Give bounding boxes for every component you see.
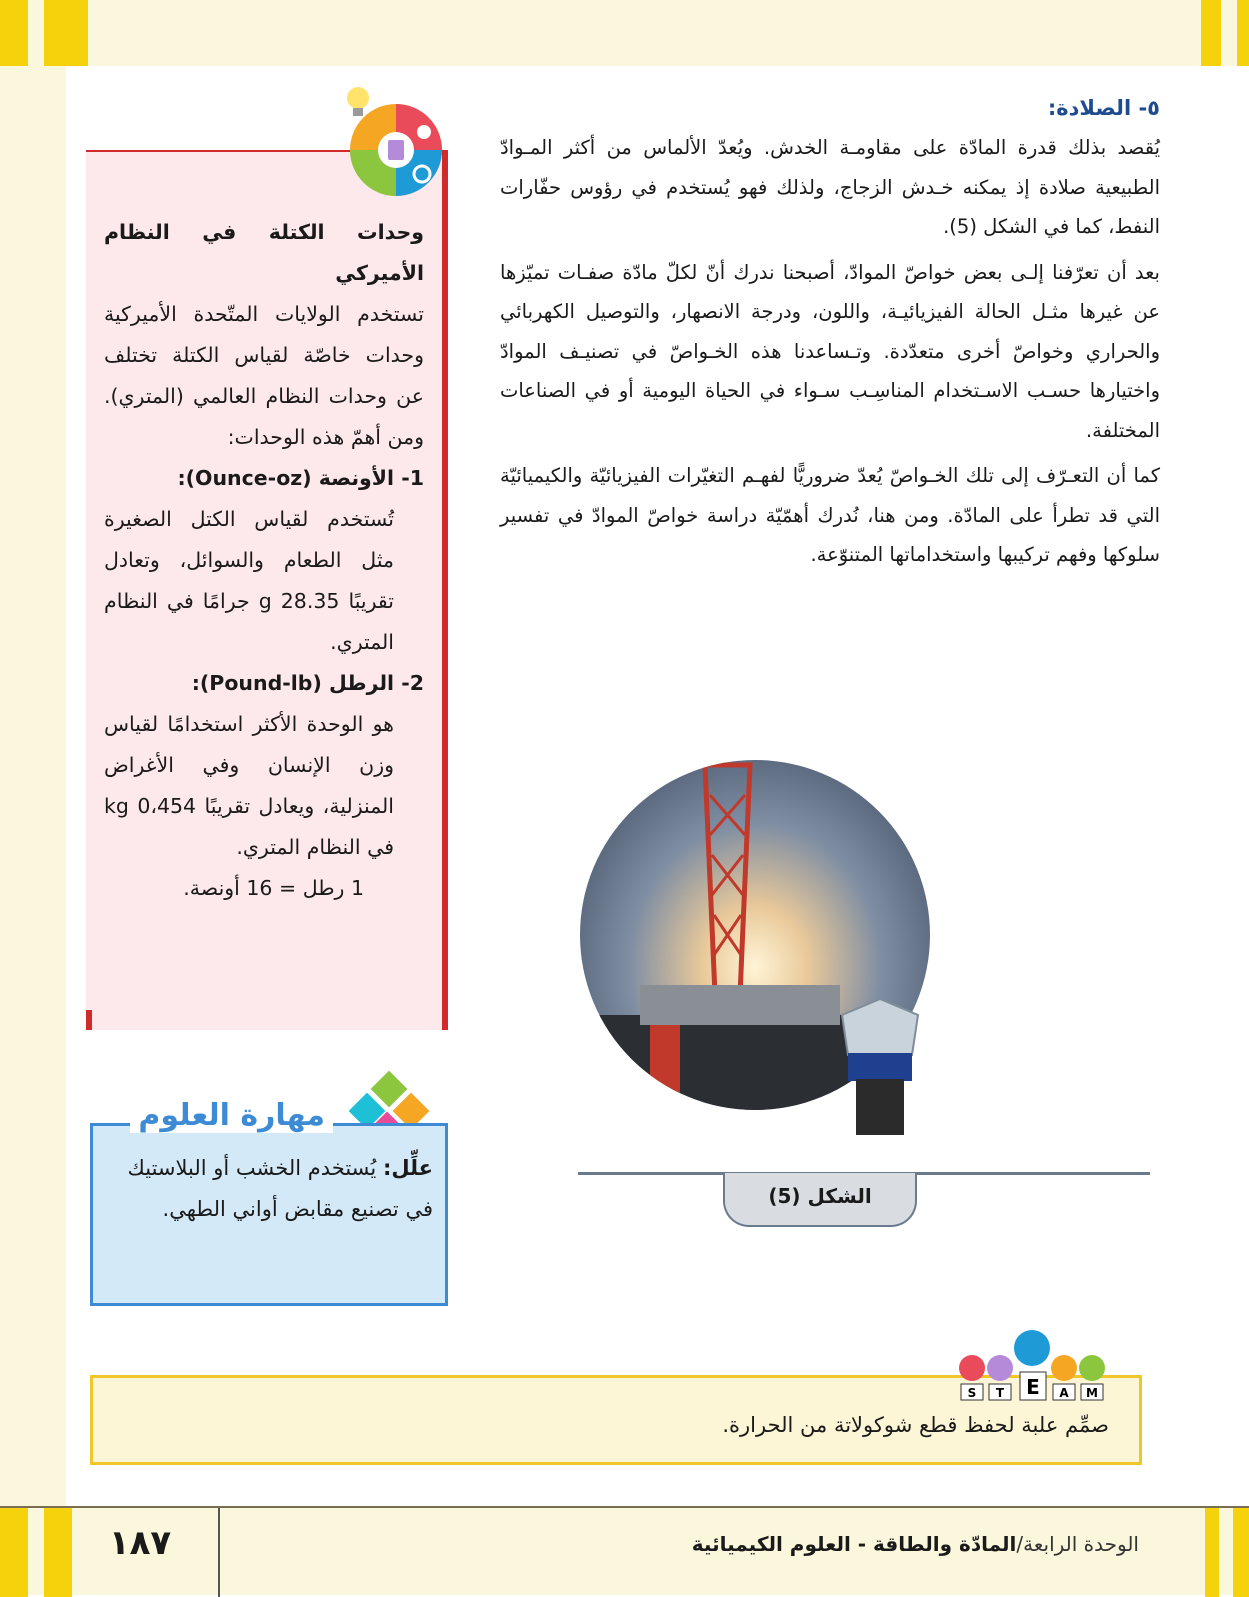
steam-letter-t: T bbox=[995, 1386, 1005, 1400]
main-text bbox=[500, 88, 1160, 581]
steam-letter-e: E bbox=[1026, 1375, 1040, 1399]
equivalence: 1 رطل = 16 أونصة. bbox=[183, 876, 364, 900]
enrichment-box bbox=[86, 150, 448, 1030]
ounce-title: 1- الأونصة (Ounce-oz): bbox=[177, 466, 424, 490]
lightbulb-icon bbox=[340, 82, 376, 122]
science-skill-box bbox=[90, 1098, 448, 1306]
steam-letter-m: M bbox=[1086, 1386, 1098, 1400]
steam-icon bbox=[952, 1328, 1112, 1402]
skill-text: يُستخدم الخشب أو البلاستيك في تصنيع مقابض أواني الطهي. bbox=[127, 1156, 433, 1221]
enrichment-heading: وحدات الكتلة في النظام الأميركي bbox=[104, 220, 424, 285]
top-band bbox=[0, 0, 1249, 66]
skill-title: مهارة العلوم bbox=[130, 1098, 333, 1133]
footer-title bbox=[692, 1532, 1139, 1556]
section-heading: ٥- الصلادة: bbox=[1047, 96, 1160, 120]
footer-unit: الوحدة الرابعة/ bbox=[1016, 1532, 1139, 1556]
left-band bbox=[0, 66, 66, 1506]
ounce-text: تُستخدم لقياس الكتل الصغيرة مثل الطعام والسوائل، وتعادل تقريبًا 28.35 g جرامًا في النظام المتري. bbox=[104, 507, 394, 654]
pound-text: هو الوحدة الأكثر استخدامًا لقياس وزن الإنسان وفي الأغراض المنزلية، ويعادل تقريبًا 0،454 kg في النظام المتري. bbox=[104, 712, 394, 859]
skill-lead: علِّل: bbox=[382, 1156, 433, 1180]
steam-task: صمِّم علبة لحفظ قطع شوكولاتة من الحرارة. bbox=[722, 1413, 1109, 1437]
footer-topic: المادّة والطاقة - العلوم الكيميائية bbox=[691, 1532, 1017, 1556]
enrichment-intro: تستخدم الولايات المتّحدة الأميركية وحدات خاصّة لقياس الكتلة تختلف عن وحدات النظام العالمي (المتري). ومن أهمّ هذه الوحدات: bbox=[104, 302, 424, 449]
pound-title: 2- الرطل (Pound-lb): bbox=[191, 671, 424, 695]
steam-letter-s: S bbox=[967, 1386, 977, 1400]
drill-bit-icon bbox=[842, 999, 918, 1135]
paragraph-1: يُقصد بذلك قدرة المادّة على مقاومـة الخدش. ويُعدّ الألماس من أكثر المـوادّ الطبيعية صلادة إذ يمكنه خـدش الزجاج، ولذلك فهو يُستخدم في رؤوس حفّارات النفط، كما في الشكل (5). bbox=[500, 136, 1160, 238]
paragraph-3: كما أن التعـرّف إلى تلك الخـواصّ يُعدّ ضروريًّا لفهـم التغيّرات الفيزيائيّة والكيميائيّة التي قد تطرأ على المادّة. ومن هنا، نُدرك أهمّيّة دراسة خواصّ الموادّ في تفسير سلوكها وفهم تركيبها واستخداماتها المتنوّعة. bbox=[500, 464, 1160, 566]
steam-letter-a: A bbox=[1059, 1386, 1069, 1400]
figure-caption: الشكل (5) bbox=[723, 1173, 917, 1227]
paragraph-2: بعد أن تعرّفنا إلـى بعض خواصّ الموادّ، أصبحنا ندرك أنّ لكلّ مادّة صفـات تميّزها عن غيرها مثـل الحالة الفيزيائيـة، واللون، ودرجة الانصهار، والتوصيل الكهربائي والحراري وخواصّ أخرى متعدّدة. وتـساعدنا هذه الخـواصّ في تصنيـف الموادّ واختيارها حسـب الاسـتخدام المناسِـب سـواء في الحياة اليومية أو في الصناعات المختلفة. bbox=[500, 260, 1160, 442]
drilling-rig-image bbox=[580, 735, 930, 1145]
page-number: ١٨٧ bbox=[108, 1523, 172, 1563]
